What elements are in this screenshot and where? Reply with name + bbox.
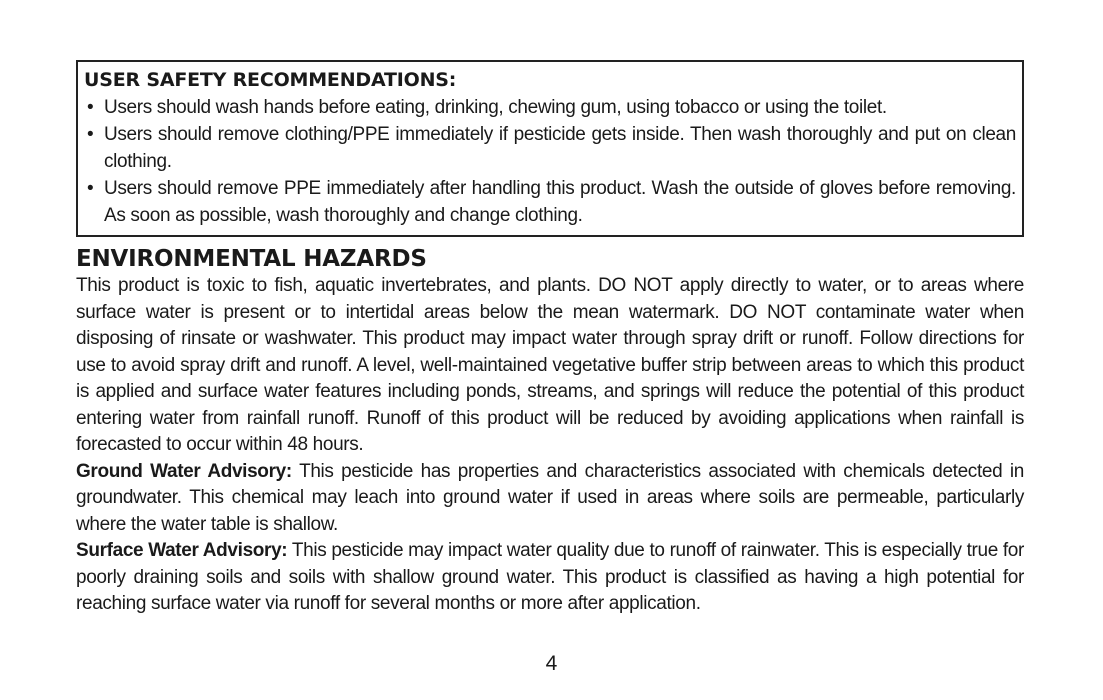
user-safety-item	[84, 121, 1016, 175]
ground-water-advisory-text: This pesticide has properties and characteristics associated with chemicals detected in groundwater. This chemical may leach into ground water if used in areas where soils are permeable, particularly where the water table is shallow.	[76, 460, 1025, 535]
bullet-icon: •	[87, 97, 94, 118]
user-safety-item-text: Users should wash hands before eating, drinking, chewing gum, using tobacco or using the toilet.	[104, 97, 887, 118]
user-safety-box	[76, 60, 1024, 237]
bullet-icon: •	[87, 124, 94, 145]
ground-water-advisory	[76, 459, 1024, 539]
page-number: 4	[545, 652, 558, 675]
label-page	[76, 60, 1024, 618]
environmental-hazards-heading: ENVIRONMENTAL HAZARDS	[76, 246, 427, 272]
user-safety-item	[84, 175, 1016, 229]
user-safety-title: USER SAFETY RECOMMENDATIONS:	[84, 69, 457, 91]
user-safety-item-text: Users should remove clothing/PPE immediately if pesticide gets inside. Then wash thoroughly and put on clean clothing.	[104, 124, 1016, 172]
surface-water-advisory-text: This pesticide may impact water quality due to runoff of rainwater. This is especially true for poorly draining soils and soils with shallow ground water. This product is classified as having a high potential for reaching surface water via runoff for several months or more after application.	[76, 540, 1024, 614]
surface-water-advisory	[76, 538, 1024, 618]
user-safety-item-text: Users should remove PPE immediately after handling this product. Wash the outside of gloves before removing. As soon as possible, wash thoroughly and change clothing.	[104, 178, 1016, 226]
user-safety-list	[84, 94, 1016, 229]
surface-water-advisory-label: Surface Water Advisory:	[76, 540, 288, 561]
bullet-icon: •	[87, 178, 94, 199]
ground-water-advisory-label: Ground Water Advisory:	[76, 460, 292, 482]
user-safety-item	[84, 94, 1016, 121]
environmental-hazards-body: This product is toxic to fish, aquatic invertebrates, and plants. DO NOT apply directly to water, or to areas where surface water is present or to intertidal areas below the mean watermark. DO NOT contaminate water when disposing of rinsate or washwater. This product may impact water through spray drift or runoff. Follow directions for use to avoid spray drift and runoff. A level, well-maintained vegetative buffer strip between areas to which this product is applied and surface water features including ponds, streams, and springs will reduce the potential of this product entering water from rainfall runoff. Runoff of this product will be reduced by avoiding applications when rainfall is forecasted to occur within 48 hours.	[76, 275, 1024, 455]
